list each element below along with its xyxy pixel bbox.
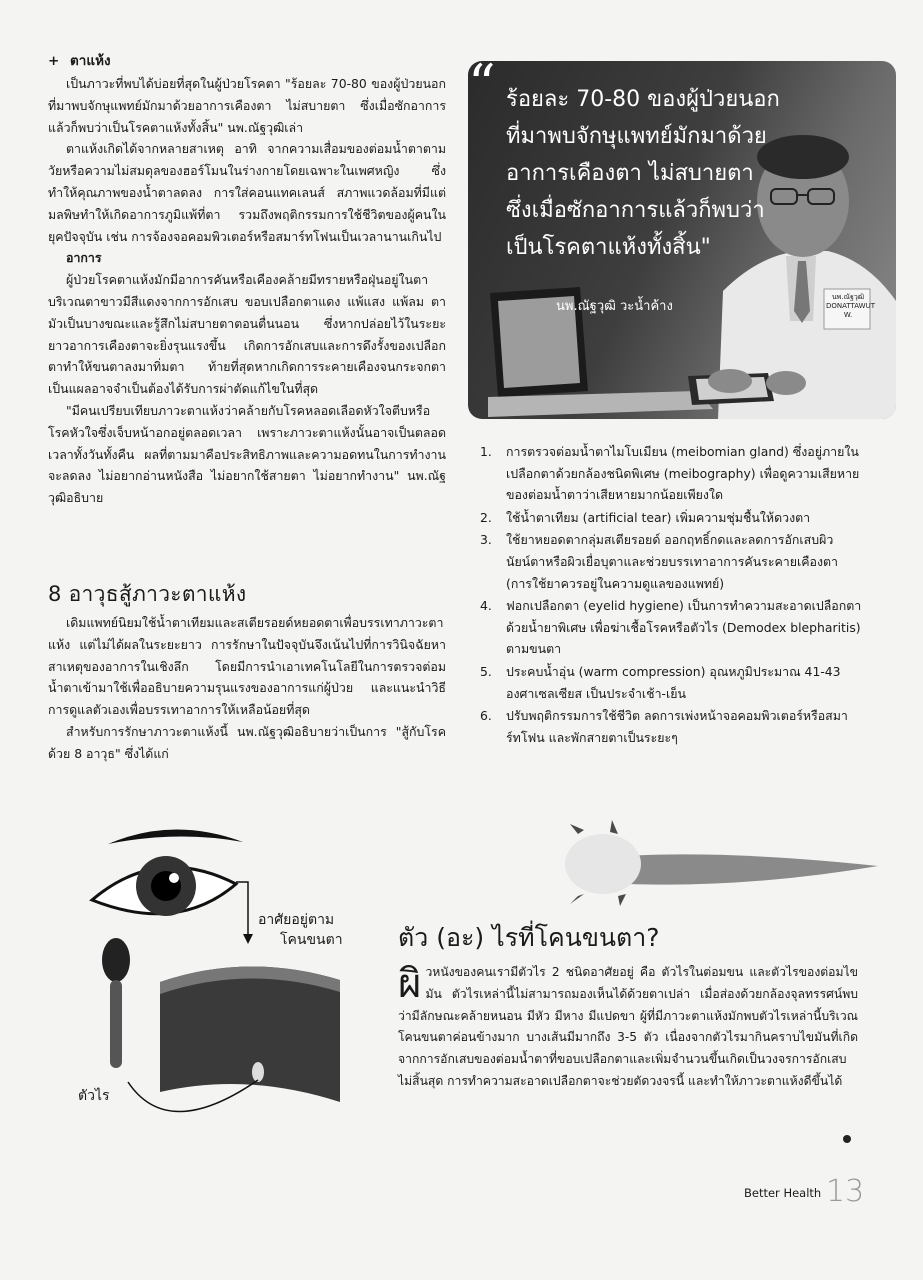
paragraph: เดิมแพทย์นิยมใช้น้ำตาเทียมและสเตียรอยด์หยอดตาเพื่อบรรเทาภาวะตาแห้ง แต่ไม่ได้ผลในระยะยาว การรักษาในปัจจุบันจึงเน้นไปที่การวินิจฉัยหาสาเหตุของอาการในเชิงลึก โดยมีการนำเอาเทคโนโลยีในการตรวจต่อมน้ำตาเข้ามาใช้เพื่ออธิบายความรุนแรงของอาการแก่ผู้ป่วย และแนะนำวิธีการดูแลตัวเองเพื่อบรรเทาอาการให้เหลือน้อยที่สุด — [48, 615, 446, 718]
left-column — [48, 49, 446, 509]
treatment-text: ฟอกเปลือกตา (eyelid hygiene) เป็นการทำความสะอาดเปลือกตาด้วยน้ำยาพิเศษ เพื่อฆ่าเชื้อโรคหรือตัวไร (Demodex blepharitis) ตามขนตา — [506, 598, 862, 657]
treatment-list-container — [480, 441, 862, 749]
treatment-item — [480, 595, 862, 660]
symptoms-heading: อาการ — [66, 250, 102, 266]
treatment-text: ปรับพฤติกรรมการใช้ชีวิต ลดการเพ่งหน้าจอคอมพิวเตอร์หรือสมาร์ทโฟน และพักสายตาเป็นระยะๆ — [506, 708, 848, 745]
diagram-label-habitat — [258, 910, 343, 950]
treatment-number: 5. — [480, 663, 492, 679]
treatment-text: การตรวจต่อมน้ำตาไมโบเมียน (meibomian gland) ซึ่งอยู่ภายในเปลือกตาด้วยกล้องชนิดพิเศษ (meibography) เพื่อดูความเสียหายของต่อมน้ำตาว่าเสียหายมากน้อยเพียงใด — [506, 444, 860, 503]
pull-quote — [506, 81, 816, 266]
quote-attribution: นพ.ณัฐวุฒิ วะน้ำค้าง — [556, 299, 673, 314]
quote-line: ซึ่งเมื่อซักอาการแล้วก็พบว่า — [506, 198, 765, 223]
mite-section-title: ตัว (อะ) ไรที่โคนขนตา? — [398, 923, 660, 952]
dropcap: ผิ — [398, 961, 422, 1007]
open-quote-mark: “ — [468, 61, 496, 116]
treatment-number: 4. — [480, 598, 492, 614]
arrow-line — [236, 882, 248, 940]
paragraph: ผู้ป่วยโรคตาแห้งมักมีอาการคันหรือเคืองคล้ายมีทรายหรือฝุ่นอยู่ในตา บริเวณตาขาวมีสีแดงจากการอักเสบ ขอบเปลือกตาแดง แพ้แสง แพ้ลม ตามัวเป็นบางขณะและรู้สึกไม่สบายตาตอนตื่นนอน ซึ่งหากปล่อยไว้ในระยะยาวอาการเคืองตาจะยิ่งรุนแรงขึ้น เกิดการอักเสบและการดึงรั้งของเปลือกตาทำให้ขนตาลงมาทิ่มตา ท้ายที่สุดหากเกิดการระคายเคืองจนกระจกตาเป็นแผลอาจจำเป็นต้องได้รับการผ่าตัดแก้ไขในที่สุด — [48, 272, 446, 397]
dry-eye-heading — [48, 49, 446, 71]
decorative-dot — [843, 1135, 851, 1143]
arrow-head — [243, 934, 253, 944]
bullet-plus: + — [48, 53, 60, 69]
quote-line: ที่มาพบจักษุแพทย์มักมาด้วย — [506, 124, 767, 149]
paragraph: สำหรับการรักษาภาวะตาแห้งนี้ นพ.ณัฐวุฒิอธิบายว่าเป็นการ "สู้กับโรคด้วย 8 อาวุธ" ซึ่งได้แก่ — [48, 723, 446, 761]
dry-eye-heading-text: ตาแห้ง — [70, 53, 111, 69]
badge-name-th: นพ.ณัฐวุฒิ — [831, 293, 865, 301]
paragraph: ตาแห้งเกิดได้จากหลายสาเหตุ อาทิ จากความเสื่อมของต่อมน้ำตาตามวัยหรือความไม่สมดุลของฮอร์โมนในร่างกายโดยเฉพาะในเพศหญิง ซึ่งทำให้คุณภาพของน้ำตาลดลง การใส่คอนแทคเลนส์ สภาพแวดล้อมที่มีแต่มลพิษทำให้เกิดอาการภูมิแพ้ที่ตา รวมถึงพฤติกรรมการใช้ชีวิตของผู้คนในยุคปัจจุบัน เช่น การจ้องจอคอมพิวเตอร์หรือสมาร์ทโฟนเป็นเวลานานเกินไป — [48, 141, 446, 244]
label-mite: ตัวไร — [78, 1088, 110, 1104]
name-badge — [826, 293, 875, 320]
treatment-item — [480, 507, 862, 529]
treatment-number: 6. — [480, 708, 492, 724]
mite-in-follicle — [252, 1062, 264, 1082]
eye-mite-diagram — [78, 822, 378, 1142]
magazine-name: Better Health — [744, 1186, 822, 1200]
quote-line: เป็นโรคตาแห้งทั้งสิ้น" — [506, 235, 711, 260]
dry-eye-body — [48, 73, 446, 509]
treatment-list — [480, 441, 862, 748]
treatment-number: 3. — [480, 532, 492, 548]
treatment-item — [480, 441, 862, 506]
paragraph: เป็นภาวะที่พบได้บ่อยที่สุดในผู้ป่วยโรคตา "ร้อยละ 70-80 ของผู้ป่วยนอกที่มาพบจักษุแพทย์มักมาด้วยอาการเคืองตา ไม่สบายตา ซึ่งเมื่อซักอาการแล้วก็พบว่าเป็นโรคตาแห้งทั้งสิ้น" นพ.ณัฐวุฒิเล่า — [48, 76, 446, 135]
page-number: 13 — [826, 1174, 865, 1209]
demodex-mite-figure — [102, 938, 130, 1068]
treatment-intro — [48, 612, 446, 765]
magnified-lash-base — [160, 966, 340, 1102]
treatment-item — [480, 661, 862, 704]
paragraph: "มีคนเปรียบเทียบภาวะตาแห้งว่าคล้ายกับโรคหลอดเลือดหัวใจตีบหรือโรคหัวใจซึ่งเจ็บหน้าอกอยู่ตลอดเวลา เพราะภาวะตาแห้งนั้นอาจเป็นตลอดเวลาทั้งวันทั้งคืน ผลที่ตามมาคือประสิทธิภาพและความอดทนในการทำงานจะลดลง ไม่อยากอ่านหนังสือ ไม่อยากใช้สายตา ไม่อยากทำงาน" นพ.ณัฐวุฒิอธิบาย — [48, 402, 446, 506]
label-lives: อาศัยอยู่ตาม — [258, 912, 335, 928]
treatment-text: ประคบน้ำอุ่น (warm compression) อุณหภูมิประมาณ 41-43 องศาเซลเซียส เป็นประจำเช้า-เย็น — [506, 663, 841, 701]
treatment-text: ใช้น้ำตาเทียม (artificial tear) เพิ่มความชุ่มชื้นให้ดวงตา — [506, 509, 811, 525]
mite-body-text: วหนังของคนเรามีตัวไร 2 ชนิดอาศัยอยู่ คือ ตัวไรในต่อมขน และตัวไรของต่อมไขมัน ตัวไรเหล่านี้ไม่สามารถมองเห็นได้ด้วยตาเปล่า เมื่อส่องด้วยกล้องจุลทรรศน์พบว่ามีลักษณะคล้ายหนอน มีหัว มีหาง มีแปดขา ผู้ที่มีภาวะตาแห้งมักพบตัวไรเหล่านี้บริเวณโคนขนตาค่อนข้างมาก บางเส้นมีมากถึง 3-5 ตัว เนื่องจากตัวไรมากินคราบไขมันที่เกิดจากการอักเสบของต่อมน้ำตาที่ขอบเปลือกตาและเพิ่มจำนวนขึ้นเกิดเป็นวงจรการอักเสบไม่สิ้นสุด การทำความสะอาดเปลือกตาจะช่วยตัดวงจรนี้ และทำให้ภาวะตาแห้งดีขึ้นได้ — [398, 965, 858, 1088]
eyebrow-shape — [108, 829, 243, 844]
treatment-item — [480, 705, 862, 748]
treatment-item — [480, 529, 862, 594]
doctor-photo-quote — [468, 61, 896, 419]
section-title-8-weapons: 8 อาวุธสู้ภาวะตาแห้ง — [48, 582, 247, 606]
mite-micrograph — [548, 818, 888, 908]
label-lashes: โคนขนตา — [280, 932, 343, 948]
treatment-number: 1. — [480, 444, 492, 459]
treatment-text: ใช้ยาหยอดตากลุ่มสเตียรอยด์ ออกฤทธิ์กดและลดการอักเสบผิวนัยน์ตาหรือผิวเยื่อบุตาและช่วยบรรเทาอาการคันระคายเคืองตา (การใช้ยาควรอยู่ในความดูแลของแพทย์) — [506, 532, 838, 591]
badge-name-en: DONATTAWUT W. — [826, 302, 875, 319]
quote-line: อาการเคืองตา ไม่สบายตา — [506, 161, 754, 186]
treatment-number: 2. — [480, 509, 492, 525]
mite-section-body — [398, 962, 858, 1093]
quote-line: ร้อยละ 70-80 ของผู้ป่วยนอก — [506, 87, 780, 112]
